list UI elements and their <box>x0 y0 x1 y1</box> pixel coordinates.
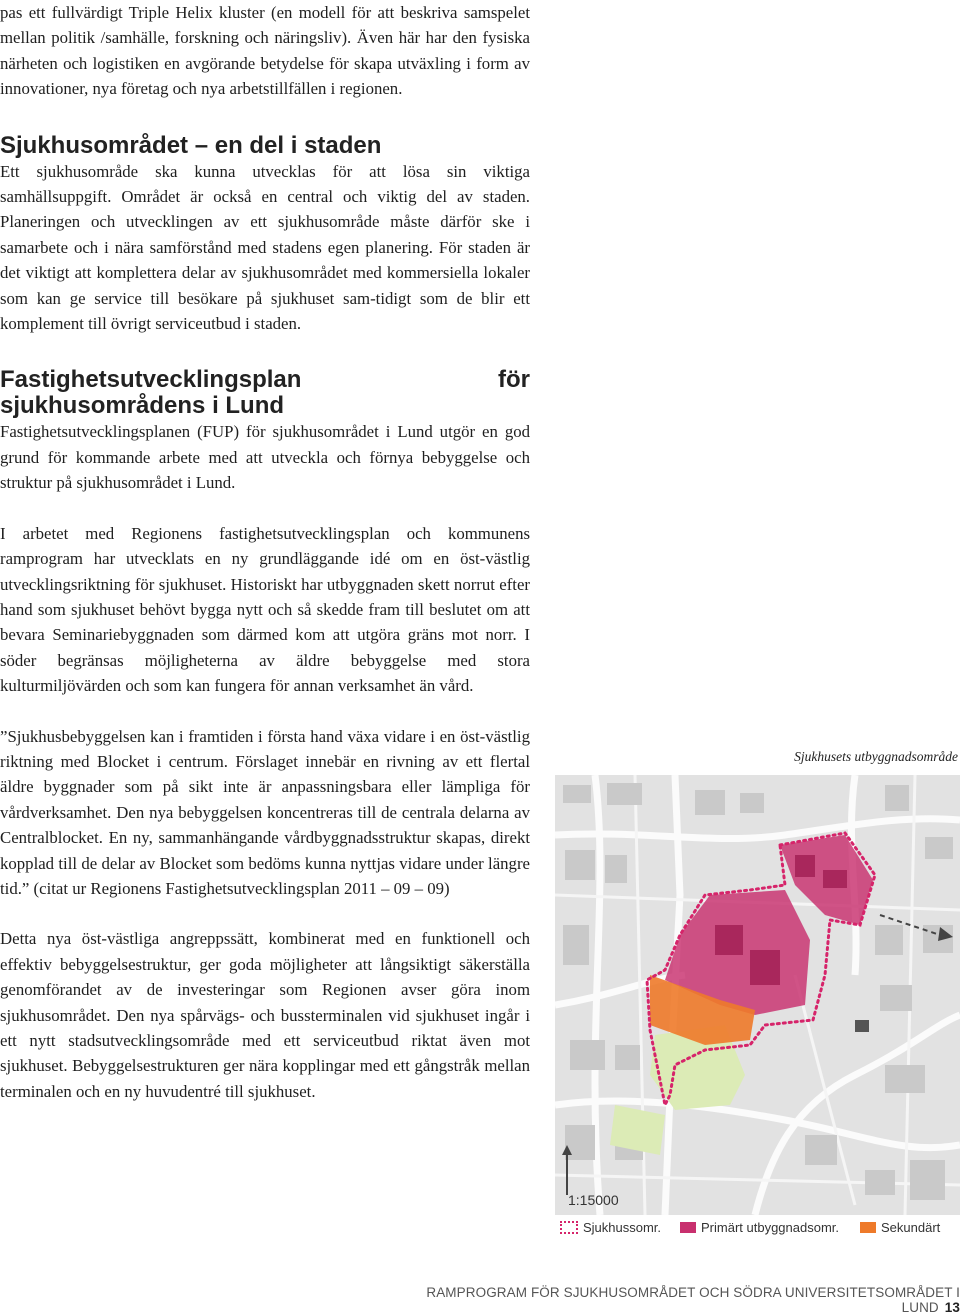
paragraph-fup: Fastighetsutvecklingsplanen (FUP) för sjukhusområdet i Lund utgör en god grund för kommande arbete med att utveckla och förnya bebyggelse och struktur på sjukhusområdet i Lund. <box>0 422 530 493</box>
legend-label-sjukhus: Sjukhussomr. <box>583 1220 662 1235</box>
text-column <box>0 0 530 1104</box>
figure-caption: Sjukhusets utbyggnadsområde <box>794 749 958 764</box>
pink-swatch <box>680 1222 696 1233</box>
page-footer <box>400 1285 960 1315</box>
legend-item-sekundart <box>860 1220 940 1235</box>
legend-label-sekundart: Sekundärt <box>881 1220 941 1235</box>
legend-item-primart <box>680 1220 839 1235</box>
paragraph-quote: ”Sjukhusbebyggelsen kan i framtiden i första hand växa vidare i en öst-västlig riktning med Blocket i centrum. Förslaget innebär en rivning av ett flertal äldre byggnader som på sikt inte är anpassningsbara eller lämpliga för vårdverksamhet. Den nya bebyggelsen koncentreras till de centrala delarna av Centralblocket. En ny, sammanhängande vårdbyggnadsstruktur skapas, direkt kopplad till de delar av Blocket som bedöms kunna nyttjas vidare under längre tid.” (citat ur Regionens Fastighetsutvecklingsplan 2011 – 09 – 09) <box>0 726 530 898</box>
legend-item-sjukhus <box>560 1220 661 1235</box>
paragraph-sjukhusomradet: Ett sjukhusområde ska kunna utvecklas för att lösa sin viktiga samhällsuppgift. Området är också en central och viktig del av staden. Planeringen och utvecklingen av ett sjukhusområde måste därför ske i samarbete och i nära samförstånd med stadens egen planering. För staden är det viktigt att komplettera delar av sjukhusområdet med kommersiella lokaler som kan ge service till besökare på sjukhuset sam-tidigt som de blir ett komplement till övrigt serviceutbud i staden. <box>0 161 530 334</box>
orange-swatch <box>860 1222 876 1233</box>
page-number: 13 <box>944 1300 960 1315</box>
heading-fastighetsutvecklingsplan: Fastighetsutvecklingsplan för sjukhusområdens i Lund <box>0 366 530 420</box>
paragraph-arbetet: I arbetet med Regionens fastighetsutvecklingsplan och kommunens ramprogram har utvecklats en ny grundläggande idé om en öst-västlig utvecklingsriktning för sjukhuset. Historiskt har utbyggnaden skett norrut efter hand som sjukhuset behövt bygga nytt och så skedde fram till beslutet om att bevara Seminariebyggnaden som därmed kom att utgöra gräns mot norr. I söder begränsas möjligheterna av äldre bebyggelse med stora kulturmiljövärden och som kan fungera för annan verksamhet än vård. <box>0 523 530 696</box>
map-scale: 1:15000 <box>568 1192 619 1208</box>
map-legend <box>560 1192 960 1240</box>
paragraph-intro: pas ett fullvärdigt Triple Helix kluster (en modell för att beskriva samspelet mellan politik /samhälle, forskning och näringsliv). Även här har den fysiska närheten och logistiken en avgörande betydelse för skapa utväxling i form av innovationer, nya företag och nya arbetstillfällen i regionen. <box>0 3 530 99</box>
footer-title: RAMPROGRAM FÖR SJUKHUSOMRÅDET OCH SÖDRA UNIVERSITETSOMRÅDET I LUND <box>426 1285 960 1315</box>
heading-sjukhusomradet: Sjukhusområdet – en del i staden <box>0 131 382 159</box>
legend-label-primart: Primärt utbyggnadsomr. <box>701 1220 840 1235</box>
paragraph-detta: Detta nya öst-västliga angreppssätt, kombinerat med en funktionell och effektiv bebyggelsestruktur, ger goda möjligheter att långsiktigt säkerställa genomförandet av de investeringar som Regionen avser göra inom sjukhusområdet. Den nya spårvägs- och bussterminalen vid sjukhuset ingår i ett nytt stadsutvecklingsområde med ett serviceutbud riktat även mot sjukhuset. Bebyggelsestrukturen ger nära kopplingar med ett gångstråk mellan terminalen och en ny huvudentré till sjukhuset. <box>0 929 530 1101</box>
site-map <box>555 775 960 1215</box>
dotted-boundary-swatch <box>560 1221 578 1234</box>
